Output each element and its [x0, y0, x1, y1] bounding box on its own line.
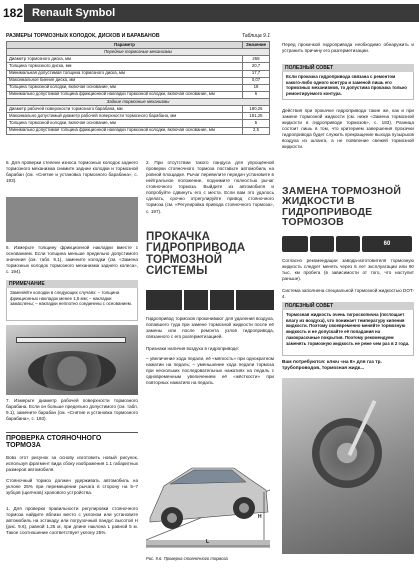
car-slope-illustration: [146, 398, 270, 554]
time-badge-value: 60: [383, 241, 391, 247]
tip2-heading: ПОЛЕЗНЫЙ СОВЕТ: [282, 302, 414, 310]
table-number: Таблица 9.1: [241, 33, 270, 39]
paragraph-recommendation: Согласно рекомендации завода-изготовителя тормозную жидкость следует менять через 6 лет эксплуатации или 90 тыс. км пробега (в зависимости от того, что наступит раньше).: [282, 258, 414, 282]
table-row: Диаметр тормозного диска, мм 259: [7, 56, 270, 63]
paragraph-signs: Признаки наличия воздуха в гидроприводе:: [146, 346, 240, 351]
parking-brake-title: ПРОВЕРКА СТОЯНОЧНОГО ТОРМОЗА: [6, 432, 138, 450]
tip2-body: Тормозная жидкость очень гигроскопична (поглощает влагу из воздуха), что понижает температуру кипения жидкости. Поэтому своевременно меняйте тормозную жидкость и не допускайте её попадания на лакокрасочные покрытия. Поэтому рекомендуем заменять тормозную жидкость не реже чем раз в 2 года.: [282, 310, 414, 356]
table-row: Толщина тормозной колодки, включая основание, мм 18: [7, 84, 270, 91]
paragraph-bleeding: Гидропривод тормозов прокачивают для удаления воздуха, попавшего туда при замене тормозной жидкости после её замены или после ремонта узлов гидропривода, связанного с его разгерметизацией.: [146, 316, 274, 340]
table-row: Минимально допустимая толщина фрикционной накладки тормозной колодки, включая основание, мм 6: [7, 91, 270, 98]
paragraph-park1: Вовз этот рисунок за основу изготовить новый рисунок, используя фрагмент вида сбоку изображения 1.1 габаритных размеров автомобиля.: [6, 455, 138, 473]
table-row: Максимально допустимый диаметр рабочей поверхности тормозного барабана, мм 181,25: [7, 113, 270, 120]
time-icon: [236, 290, 274, 310]
car-icon: [210, 290, 234, 310]
bleeding-title: ПРОКАЧКА ГИДРОПРИВОДА ТОРМОЗНОЙ СИСТЕМЫ: [146, 231, 246, 277]
paragraph-step7: 7. Измерьте диаметр рабочей поверхности тормозного барабана. Если он больше предельно допустимого (см. табл. 9.1), замените барабан (см. «Снятие и установка тормозного барабана», с. 193).: [6, 398, 138, 422]
car-lift-icon-2: [282, 236, 308, 252]
table-row: Толщина тормозного диска, мм 20,7: [7, 63, 270, 70]
page-number: 182: [2, 6, 24, 20]
fluid-change-title: ЗАМЕНА ТОРМОЗНОЙ ЖИДКОСТИ В ГИДРОПРИВОДЕ ТОРМОЗОВ: [282, 185, 402, 228]
note-body: Заменяйте колодки в следующих случаях: – толщина фрикционных накладок менее 1,5 мм; – накладки замаслены; – накладки неплотно соединены с основанием.: [6, 288, 138, 321]
spec-table: [6, 41, 270, 135]
section-front: Передние тормозные механизмы: [7, 49, 270, 56]
time-badge: [362, 236, 412, 252]
table-row: Максимальное биение диска, мм 0,07: [7, 77, 270, 84]
caliper-gauge: [16, 337, 126, 343]
paragraph-park2: Стояночный тормоз должен удерживать автомобиль на уклоне 25% при перемещении рычага в сторону на 5–7 зубцов (щелчков) храпового устройства.: [6, 478, 138, 496]
table-row: Диаметр рабочей поверхности тормозного барабана, мм 180,25: [7, 106, 270, 113]
table-row: Минимально допустимая толщина фрикционной накладки тормозной колодки, включая основание, мм 2,5: [7, 127, 270, 134]
note-heading: ПРИМЕЧАНИЕ: [6, 280, 138, 288]
table-row: Минимальная допустимая толщина тормозного диска, мм 17,7: [7, 70, 270, 77]
col-param: Параметр: [7, 42, 243, 49]
label-l: L: [206, 539, 210, 545]
wrench-icon-2: [310, 236, 334, 252]
paragraph-bleed-actions: Действия при прокачке гидропривода такие же, как и при замене тормозной жидкости (см. ниже «Замена тормозной жидкости в гидроприводе тормозов», с. 183). Разница состоит лишь в том, что критерием завершения прокачки гидропривода будет служить прекращение выхода пузырьков воздуха из шланга, а не появление свежей тормозной жидкости.: [282, 108, 414, 150]
paragraph-step5: 5. Для проверки степени износа тормозных колодок заднего тормозного механизма снимите задние колодки и тормозной барабан (см. «Снятие и установка тормозного барабана», с. 193).: [6, 160, 138, 184]
tip1-heading: ПОЛЕЗНЫЙ СОВЕТ: [282, 64, 414, 72]
brake-drum-photo: [6, 197, 138, 242]
paragraph-dot4: Система заполнена специальной тормозной жидкостью DOT-4.: [282, 288, 414, 300]
wrench-icon: [184, 290, 208, 310]
paragraph-signs-list: – увеличение хода педали, её «мягкость» при однократном нажатии на педаль; – уменьшение хода педали тормоза при нескольких последовательных нажатиях на педаль с одновременным увеличением её «жёсткости» при повторных нажатиях на педаль.: [146, 356, 274, 386]
bleeding-photo: [282, 378, 414, 554]
person-icon: [336, 236, 360, 252]
brake-drum-shape: [28, 351, 116, 391]
parking-brake-figure: [146, 398, 270, 554]
book-title: Renault Symbol: [32, 7, 116, 19]
table-title: РАЗМЕРЫ ТОРМОЗНЫХ КОЛОДОК, ДИСКОВ И БАРАБАНОВ: [6, 33, 160, 39]
figure-caption: Рис. 9.6. Проверка стояночного тормоза: [146, 556, 228, 561]
paragraph-before-bleeding: Перед прокачкой гидропривода необходимо обнаружить и устранить причину его разгерметизации.: [282, 42, 414, 54]
tip1-body: Если прокачка гидропривода связана с ремонтом какого-либо одного контура и заменой лишь его тормозных механизмов, то допустима прокачка только ремонтируемого контура.: [282, 72, 414, 100]
label-h: H: [258, 514, 262, 520]
section-rear: Задние тормозные механизмы: [7, 99, 270, 106]
table-row: Толщина тормозной колодки, включая основание, мм 5: [7, 120, 270, 127]
caliper-photo: [6, 325, 138, 395]
paragraph-simple-check: 2. При отсутствии такого пандуса для упрощённой проверки стояночного тормоза поставьте автомобиль на ровной площадке. Рычаг перевелите передач установите в нейтральное положение, поднимите полностью рычаг стояночного тормоза. Выйдите из автомобиля и попробуйте сдвинуть его с места. Если вам это удалось сделать, срочно отрегулируйте привод стояночного тормоза (см. «Регулировка привода стояночного тормоза», с. 197).: [146, 160, 274, 214]
col-value: Значение: [243, 42, 270, 49]
paragraph-park3: 1. Для проверки правильности регулировки стояночного тормоза найдите вблизи место с уклоном или установите автомобиль на эстакаду или погрузочный пандус высотой H (рис. 9.6), равной 1,25 м, при длине наклона L равной 5 м. Такое соотношение соответствует уклону 25%.: [6, 506, 138, 536]
paragraph-step6: 6. Измерьте толщину фрикционной накладки вместе с основанием. Если толщина меньше предельно допустимого значения (см. табл. 9.1), замените колодки (см. «Замена тормозных колодок тормозного механизма заднего колеса», с. 194).: [6, 245, 138, 275]
tools-needed: Вам потребуются: ключ «на 8» для газ тр. трубопроводов, тормозная жидк...: [282, 360, 382, 372]
car-lift-icon: [146, 290, 182, 310]
